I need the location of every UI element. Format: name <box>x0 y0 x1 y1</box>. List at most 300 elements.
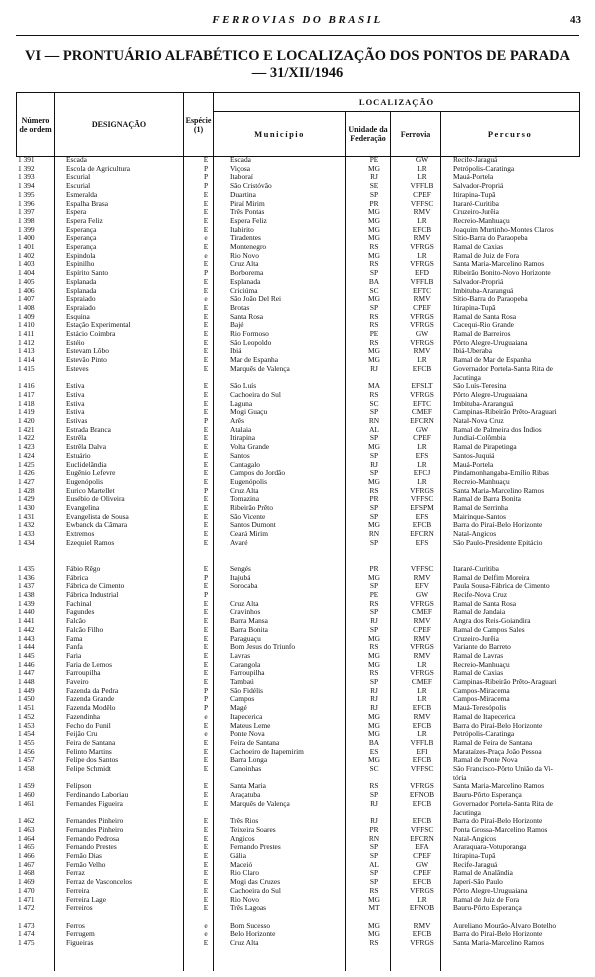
row-state: RS <box>369 321 379 330</box>
row-route: Recife-Jaraguá <box>453 156 498 164</box>
row-species: E <box>203 852 209 860</box>
row-designation: Esperança <box>66 225 97 234</box>
table-row <box>16 669 579 678</box>
row-route: Ramal de Santa Rosa <box>453 599 517 608</box>
row-route: Imbituba-Araranguá <box>453 286 514 295</box>
table-row <box>16 313 579 322</box>
row-state: RJ <box>370 704 378 713</box>
row-route: Barra do Piraí-Belo Horizonte <box>453 930 543 939</box>
row-railway: VFRGS <box>410 599 434 608</box>
row-state: RS <box>369 886 379 895</box>
row-designation: Estiva <box>66 382 85 391</box>
row-route: Natal-Nova Cruz <box>453 417 504 425</box>
row-designation: Esquina <box>66 312 90 321</box>
row-state: MG <box>368 651 380 660</box>
row-state: MG <box>368 921 380 930</box>
row-railway: CPEF <box>413 869 431 878</box>
row-railway: LR <box>417 251 427 260</box>
row-municipality: Rio Novo <box>230 251 259 260</box>
row-municipality: Carangola <box>230 660 261 669</box>
table-row <box>16 904 579 913</box>
row-number: 1 431 <box>18 512 35 521</box>
row-railway: RMV <box>413 712 431 721</box>
row-state: RJ <box>370 460 378 469</box>
row-state: RS <box>369 643 379 652</box>
row-route: Recife-Jaraguá <box>453 860 498 869</box>
row-route: Petrópolis-Caratinga <box>453 164 515 173</box>
row-railway: RMV <box>413 347 431 356</box>
row-route: Pôrto Alegre-Uruguaiana <box>453 886 528 895</box>
row-number: 1 447 <box>18 669 35 678</box>
row-route: Ramal de Santa Rosa <box>453 312 517 321</box>
row-species: e <box>204 712 208 721</box>
row-municipality: Rio Novo <box>230 895 259 904</box>
row-species: E <box>203 756 209 765</box>
row-municipality: Cruz Alta <box>230 260 259 269</box>
header-unidade: Unidade da Federação <box>346 112 391 157</box>
row-species: E <box>203 843 209 852</box>
row-route: Bauru-Pôrto Esperança <box>453 904 522 913</box>
table-row <box>16 339 579 348</box>
row-route: Natal-Angicos <box>453 834 497 843</box>
row-state: RS <box>369 486 379 495</box>
row-railway: LR <box>417 164 427 173</box>
row-state: RN <box>368 417 380 425</box>
row-state: BA <box>368 277 380 286</box>
row-number: 1 437 <box>18 582 35 591</box>
row-railway: EFSLT <box>411 382 433 391</box>
row-route: Pôrto Alegre-Uruguaiana <box>453 338 528 347</box>
row-route: Recreio-Manhuaçu <box>453 660 510 669</box>
row-state: MG <box>368 295 380 304</box>
row-route: Ramal de Mar de Espanha <box>453 356 531 365</box>
row-number: 1 469 <box>18 878 35 887</box>
row-state: MG <box>368 712 380 721</box>
row-designation: Estiva <box>66 399 85 408</box>
row-species: E <box>203 477 209 486</box>
row-municipality: São João Del Rei <box>230 295 282 304</box>
row-route: Itirapina-Tupã <box>453 852 496 860</box>
row-number: 1 403 <box>18 260 35 269</box>
row-route: São Paulo-Presidente Epitácio <box>453 538 543 547</box>
table-row <box>16 182 579 191</box>
row-state: RJ <box>370 695 378 704</box>
row-state: SP <box>369 869 379 878</box>
top-rule <box>16 35 579 36</box>
row-number: 1 475 <box>18 939 35 947</box>
row-municipality: Cachoeira do Sul <box>230 886 281 895</box>
table-row <box>16 417 579 426</box>
table-row <box>16 713 579 722</box>
table-row <box>16 443 579 452</box>
row-municipality: Laguna <box>230 399 253 408</box>
row-municipality: Mateus Leme <box>230 721 271 730</box>
row-species: E <box>203 504 209 512</box>
row-species: E <box>203 321 209 330</box>
row-designation: Escurial <box>66 173 91 182</box>
row-designation: Estácio Coimbra <box>66 330 116 338</box>
row-designation: Espera Feliz <box>66 216 103 225</box>
row-state: SE <box>369 182 379 191</box>
row-number: 1 464 <box>18 834 35 843</box>
table-row <box>16 913 579 922</box>
row-railway: EFCB <box>412 930 432 939</box>
row-municipality: Espera Feliz <box>230 216 267 225</box>
row-route: Natal-Angicos <box>453 530 497 539</box>
table-row <box>16 469 579 478</box>
row-state: RS <box>369 669 379 678</box>
header-municipio: Município <box>214 112 346 157</box>
row-number: 1 400 <box>18 234 35 243</box>
row-route: Governador Portela-Santa Rita de <box>453 799 553 808</box>
row-route: Ramal de Jandaia <box>453 608 506 617</box>
row-municipality: Bom Sucesso <box>230 921 271 930</box>
row-state: RJ <box>370 799 378 808</box>
row-designation: Farroupilha <box>66 669 101 678</box>
row-municipality: Montenegro <box>230 243 267 251</box>
table-row <box>16 513 579 522</box>
table-row <box>16 722 579 731</box>
row-number: 1 458 <box>18 765 35 773</box>
row-number: 1 433 <box>18 530 35 539</box>
row-designation: Fábrica de Cimento <box>66 582 125 591</box>
row-railway: GW <box>415 425 429 434</box>
row-municipality: Magé <box>230 704 247 713</box>
row-railway: LR <box>417 695 427 704</box>
row-species: E <box>203 312 209 321</box>
row-route: Petrópolis-Caratinga <box>453 730 515 739</box>
table-row <box>16 852 579 861</box>
row-number: 1 410 <box>18 321 35 330</box>
row-species: E <box>203 625 209 634</box>
header-ferrovia: Ferrovia <box>391 112 441 157</box>
row-state: RJ <box>370 817 378 826</box>
row-species: E <box>203 216 209 225</box>
row-species: E <box>203 330 209 338</box>
table-row <box>16 287 579 296</box>
row-route: Araraquara-Votuporanga <box>453 843 527 852</box>
row-route: Jacutinga <box>453 373 481 382</box>
row-species: E <box>203 886 209 895</box>
row-species: e <box>204 930 208 939</box>
row-species: E <box>203 382 209 391</box>
row-number: 1 404 <box>18 269 35 278</box>
row-municipality: Ribeirão Prêto <box>230 504 273 512</box>
table-row <box>16 869 579 878</box>
table-row <box>16 643 579 652</box>
row-railway: EFTC <box>412 399 432 408</box>
table-row <box>16 661 579 670</box>
table-row <box>16 173 579 182</box>
row-state: MG <box>368 730 380 739</box>
row-railway: GW <box>415 156 429 164</box>
row-railway: RMV <box>413 634 431 643</box>
row-route: Ramal de Campos Sales <box>453 625 525 634</box>
row-designation: Fazenda Grande <box>66 695 115 704</box>
table-row <box>16 626 579 635</box>
row-state: SP <box>369 608 379 617</box>
row-designation: Escada <box>66 156 87 164</box>
row-number: 1 397 <box>18 208 35 217</box>
table-row <box>16 635 579 644</box>
row-species: e <box>204 234 208 243</box>
row-railway: VFRGS <box>410 669 434 678</box>
row-municipality: Rio Formoso <box>230 330 269 338</box>
row-state: SP <box>369 791 379 800</box>
row-municipality: Três Rios <box>230 817 259 826</box>
row-municipality: Cachoeiro de Itapemirim <box>230 747 304 756</box>
row-route: Recife-Nova Cruz <box>453 591 507 599</box>
row-route: Ramal de Serrinha <box>453 504 509 512</box>
row-number: 1 453 <box>18 721 35 730</box>
row-species: E <box>203 860 209 869</box>
row-designation: Estiva <box>66 408 85 417</box>
row-railway: VFFLB <box>410 182 434 191</box>
row-designation: Ewbanck da Câmara <box>66 521 128 530</box>
row-number: 1 463 <box>18 825 35 834</box>
row-number: 1 455 <box>18 738 35 747</box>
row-number: 1 423 <box>18 443 35 452</box>
table-row <box>16 878 579 887</box>
table-row <box>16 809 579 818</box>
row-designation: Ferrugem <box>66 930 95 939</box>
row-designation: Ferreira Lage <box>66 895 107 904</box>
row-railway: EFCB <box>412 817 432 826</box>
row-species: E <box>203 425 209 434</box>
row-municipality: Mar de Espanha <box>230 356 279 365</box>
table-row <box>16 617 579 626</box>
row-municipality: Bajé <box>230 321 244 330</box>
table-row <box>16 765 579 774</box>
row-municipality: Esplanada <box>230 277 261 286</box>
row-route: Ibiá-Uberaba <box>453 347 492 356</box>
row-species: E <box>203 156 209 164</box>
row-species: E <box>203 530 209 539</box>
row-designation: Faria <box>66 651 82 660</box>
row-number: 1 418 <box>18 399 35 408</box>
row-railway: VFRGS <box>410 886 434 895</box>
row-state: RN <box>368 834 380 843</box>
row-route: Ramal de Juiz de Fora <box>453 251 520 260</box>
row-route: Barra do Piraí-Belo Horizonte <box>453 521 543 530</box>
row-route: Ramal de Juiz de Fora <box>453 895 520 904</box>
row-number: 1 445 <box>18 651 35 660</box>
row-state: RS <box>369 599 379 608</box>
row-number: 1 409 <box>18 312 35 321</box>
row-species: E <box>203 834 209 843</box>
table-row <box>16 930 579 939</box>
row-state: SP <box>369 190 379 199</box>
row-route: Pindamonhangaba-Emílio Ribas <box>453 469 549 478</box>
table-row <box>16 208 579 217</box>
row-state: RS <box>369 243 379 251</box>
row-railway: EFCJ <box>413 469 431 478</box>
row-municipality: Tiradentes <box>230 234 261 243</box>
row-railway: CPEF <box>413 434 431 443</box>
row-number: 1 467 <box>18 860 35 869</box>
table-row <box>16 530 579 539</box>
row-number: 1 415 <box>18 364 35 373</box>
row-designation: Estrada Branca <box>66 425 111 434</box>
row-number: 1 393 <box>18 173 35 182</box>
row-route: Mairinque-Santos <box>453 512 506 521</box>
row-state: ES <box>369 747 379 756</box>
row-railway: VFRGS <box>410 312 434 321</box>
section-heading-date: — 31/XII/1946 <box>251 65 344 81</box>
row-railway: VFRGS <box>410 243 434 251</box>
row-number: 1 394 <box>18 182 35 191</box>
row-designation: Falcão Filho <box>66 625 104 634</box>
row-number: 1 443 <box>18 634 35 643</box>
row-designation: Estuário <box>66 451 91 460</box>
row-number: 1 421 <box>18 425 35 434</box>
row-number: 1 441 <box>18 617 35 626</box>
row-number: 1 419 <box>18 408 35 417</box>
row-number: 1 434 <box>18 538 35 547</box>
row-municipality: Tambaú <box>230 678 254 686</box>
row-railway: EFCB <box>412 521 432 530</box>
row-state: RS <box>369 260 379 269</box>
row-railway: RMV <box>413 573 431 582</box>
row-number: 1 465 <box>18 843 35 852</box>
row-railway: EFNOB <box>409 904 435 913</box>
row-railway: CPEF <box>413 303 431 312</box>
row-number: 1 411 <box>18 330 35 338</box>
row-railway: VFFLB <box>410 738 434 747</box>
row-state: SC <box>369 765 379 773</box>
row-railway: EFS <box>415 451 429 460</box>
row-number: 1 474 <box>18 930 35 939</box>
row-state: SP <box>369 538 379 547</box>
table-row <box>16 896 579 905</box>
row-designation: Esperança <box>66 234 97 243</box>
row-species: E <box>203 277 209 286</box>
row-route: Salvador-Propriá <box>453 277 504 286</box>
row-designation: Escola de Agricultura <box>66 164 131 173</box>
row-route: Santa Maria-Marcelino Ramos <box>453 782 545 791</box>
row-railway: LR <box>417 895 427 904</box>
table-row <box>16 800 579 809</box>
table-row <box>16 165 579 174</box>
table-row <box>16 191 579 200</box>
row-species: E <box>203 347 209 356</box>
row-species: E <box>203 939 209 947</box>
table-row <box>16 217 579 226</box>
table-row <box>16 356 579 365</box>
row-species: E <box>203 469 209 478</box>
row-municipality: Maceió <box>230 860 253 869</box>
row-number: 1 452 <box>18 712 35 721</box>
row-state: SP <box>369 512 379 521</box>
row-designation: Ferreira <box>66 886 90 895</box>
row-designation: Fernando Prestes <box>66 843 117 852</box>
row-route: Ramal de Lavras <box>453 651 504 660</box>
row-railway: EFNOB <box>409 791 435 800</box>
row-number: 1 450 <box>18 695 35 704</box>
row-railway: VFRGS <box>410 643 434 652</box>
table-row <box>16 461 579 470</box>
row-number: 1 432 <box>18 521 35 530</box>
row-designation: Euclidelândia <box>66 460 107 469</box>
row-railway: RMV <box>413 921 431 930</box>
row-species: E <box>203 782 209 791</box>
row-designation: Feijão Cru <box>66 730 98 739</box>
row-species: E <box>203 878 209 887</box>
row-designation: Fernandes Pinheiro <box>66 825 124 834</box>
row-route: Ramal de Analândia <box>453 869 513 878</box>
row-species: E <box>203 678 209 686</box>
row-number: 1 466 <box>18 852 35 860</box>
row-number: 1 449 <box>18 686 35 695</box>
row-designation: Feira de Santana <box>66 738 116 747</box>
row-municipality: São Cristóvão <box>230 182 272 191</box>
row-railway: VFFSC <box>410 495 434 504</box>
row-route: Campinas-Ribeirão Prêto-Araguari <box>453 678 557 686</box>
running-title: FERROVIAS DO BRASIL <box>212 14 383 26</box>
table-row <box>16 426 579 435</box>
row-designation: Ferraz de Vasconcelos <box>66 878 132 887</box>
row-state: SP <box>369 408 379 417</box>
table-row <box>16 565 579 574</box>
row-designation: Fernandes Figueira <box>66 799 123 808</box>
row-species: P <box>203 591 209 599</box>
row-state: SP <box>369 451 379 460</box>
row-municipality: Barra Mansa <box>230 617 268 626</box>
row-route: Cruzeiro-Jurêia <box>453 208 499 217</box>
row-railway: LR <box>417 460 427 469</box>
row-state: PE <box>369 591 379 599</box>
row-number: 1 401 <box>18 243 35 251</box>
row-number: 1 405 <box>18 277 35 286</box>
row-number: 1 444 <box>18 643 35 652</box>
row-designation: Estação Experimental <box>66 321 131 330</box>
row-railway: VFRGS <box>410 782 434 791</box>
row-route: Variante do Barreto <box>453 643 511 652</box>
row-railway: LR <box>417 356 427 365</box>
row-state: MG <box>368 216 380 225</box>
row-designation: Fábio Rêgo <box>66 564 101 573</box>
row-municipality: Angicos <box>230 834 255 843</box>
section-heading: VI — PRONTUÁRIO ALFABÉTICO E LOCALIZAÇÃO DOS PONTOS DE PARADA <box>24 48 571 64</box>
row-number: 1 406 <box>18 286 35 295</box>
row-municipality: Rio Claro <box>230 869 259 878</box>
row-species: E <box>203 521 209 530</box>
row-route: Itirapina-Tupã <box>453 303 496 312</box>
row-number: 1 396 <box>18 199 35 208</box>
row-species: E <box>203 747 209 756</box>
row-route: tória <box>453 773 467 782</box>
row-railway: VFFSC <box>410 564 434 573</box>
row-state: MG <box>368 573 380 582</box>
row-route: Barra do Piraí-Belo Horizonte <box>453 721 543 730</box>
row-species: E <box>203 791 209 800</box>
table-row <box>16 156 579 165</box>
row-number: 1 470 <box>18 886 35 895</box>
row-number: 1 392 <box>18 164 35 173</box>
table-row <box>16 243 579 252</box>
row-number: 1 454 <box>18 730 35 739</box>
row-designation: Ferdinando Laboriau <box>66 791 129 800</box>
row-railway: VFRGS <box>410 338 434 347</box>
row-municipality: Fernando Prestes <box>230 843 281 852</box>
row-state: MG <box>368 208 380 217</box>
station-list <box>16 156 579 971</box>
row-route: Jacutinga <box>453 808 481 817</box>
row-railway: EFA <box>415 843 429 852</box>
row-designation: Evangelina <box>66 504 100 512</box>
row-route: Santos-Juquiá <box>453 451 495 460</box>
row-species: E <box>203 895 209 904</box>
